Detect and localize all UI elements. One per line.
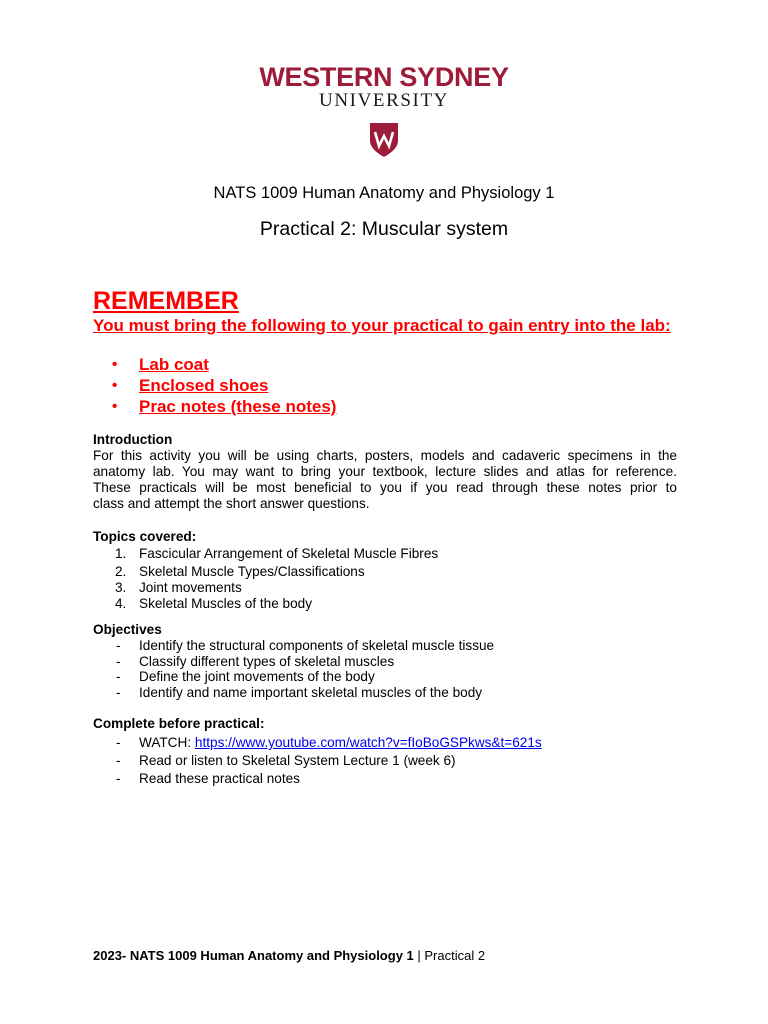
list-number: 3. — [115, 580, 127, 595]
list-item — [93, 596, 653, 614]
university-logo-name: WESTERN SYDNEY — [259, 62, 509, 92]
prep-text: Read these practical notes — [139, 771, 300, 786]
objective-text: Identify and name important skeletal muscles of the body — [139, 685, 483, 701]
topic-text: Skeletal Muscles of the body — [139, 596, 313, 611]
topic-text: Skeletal Muscle Types/Classifications — [139, 564, 365, 579]
list-item — [93, 580, 653, 596]
topics-heading: Topics covered: — [93, 529, 197, 544]
remember-heading: REMEMBER — [93, 287, 239, 315]
university-logo-subtitle: UNIVERSITY — [319, 90, 449, 111]
list-item — [93, 669, 653, 685]
list-number: 2. — [115, 564, 127, 579]
list-item — [112, 354, 512, 375]
list-item — [93, 546, 653, 564]
dash-bullet: - — [116, 669, 121, 685]
list-item — [112, 375, 512, 396]
dash-bullet: - — [116, 653, 121, 669]
youtube-link[interactable]: https://www.youtube.com/watch?v=fIoBoGSPkws&t=621s — [194, 735, 542, 750]
objective-text: Identify the structural components of skeletal muscle tissue — [139, 638, 495, 653]
requirement-enclosed-shoes: Enclosed shoes — [139, 376, 269, 395]
complete-before-heading: Complete before practical: — [93, 716, 265, 731]
footer-practical: Practical 2 — [424, 948, 486, 963]
topic-text: Joint movements — [139, 580, 242, 595]
objectives-list — [93, 638, 653, 701]
prep-text: Read or listen to Skeletal System Lecture 1 (week 6) — [139, 753, 456, 768]
list-number: 4. — [115, 596, 127, 611]
introduction-line: These practicals will be most beneficial to you if you read through these notes prior to — [93, 480, 677, 495]
introduction-heading: Introduction — [93, 432, 173, 447]
practical-title: Practical 2: Muscular system — [259, 218, 509, 240]
list-item — [93, 654, 653, 670]
footer-course: 2023- NATS 1009 Human Anatomy and Physiology 1 — [93, 948, 414, 963]
entry-requirements-list — [112, 354, 512, 417]
list-item — [112, 396, 512, 417]
dash-bullet: - — [116, 685, 121, 701]
list-item — [93, 564, 653, 580]
footer-separator: | — [413, 948, 425, 963]
watch-label: WATCH: — [139, 735, 192, 750]
list-item — [93, 735, 653, 753]
entry-requirements-instruction: You must bring the following to your practical to gain entry into the lab: — [93, 316, 671, 335]
complete-before-list — [93, 735, 653, 789]
list-number: 1. — [115, 546, 127, 561]
introduction-line: anatomy lab. You may want to bring your textbook, lecture slides and atlas for reference. — [93, 464, 677, 479]
dash-bullet: - — [116, 638, 121, 653]
introduction-line: For this activity you will be using charts, posters, models and cadaveric specimens in the — [93, 448, 677, 463]
page-footer — [93, 948, 485, 964]
wsu-shield-icon — [369, 122, 399, 158]
bullet-icon: • — [112, 398, 118, 415]
watch-item — [139, 735, 542, 751]
bullet-icon: • — [112, 356, 118, 373]
list-item — [93, 638, 653, 654]
introduction-line: class and attempt the short answer questions. — [93, 496, 370, 511]
requirement-prac-notes: Prac notes (these notes) — [139, 397, 337, 416]
objective-text: Define the joint movements of the body — [139, 669, 375, 685]
requirement-lab-coat: Lab coat — [139, 355, 209, 374]
objectives-heading: Objectives — [93, 622, 162, 637]
course-title: NATS 1009 Human Anatomy and Physiology 1 — [213, 184, 555, 202]
topics-list — [93, 546, 653, 614]
objective-text: Classify different types of skeletal muscles — [139, 653, 395, 669]
dash-bullet: - — [116, 771, 121, 786]
list-item — [93, 753, 653, 771]
topic-text: Fascicular Arrangement of Skeletal Muscle Fibres — [139, 546, 439, 561]
list-item — [93, 685, 653, 701]
dash-bullet: - — [116, 735, 121, 750]
dash-bullet: - — [116, 753, 121, 768]
introduction-paragraph — [93, 448, 677, 512]
list-item — [93, 771, 653, 789]
bullet-icon: • — [112, 377, 118, 394]
